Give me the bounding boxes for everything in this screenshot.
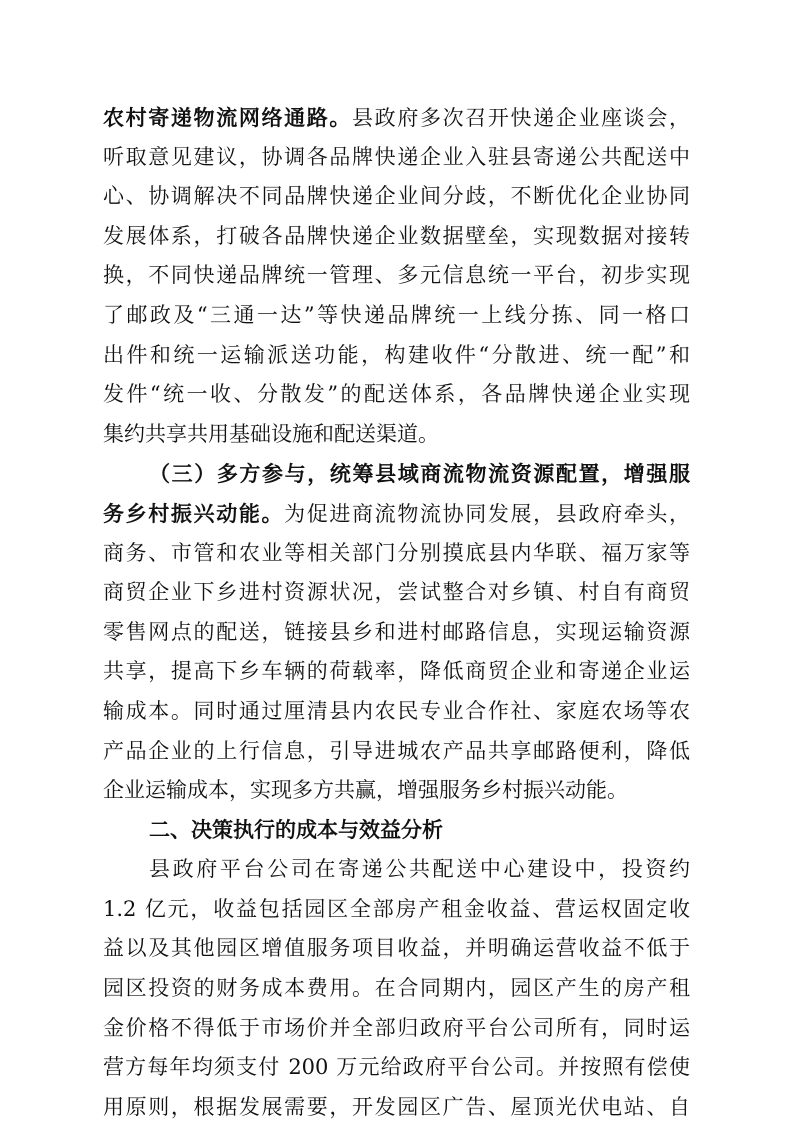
paragraph-1-line-1-text: 县政府多次召开快递企业座谈会， bbox=[352, 106, 690, 130]
paragraph-2-line: 零售网点的配送，链接县乡和进村邮路信息，实现运输资源 bbox=[103, 619, 690, 644]
paragraph-1-line: 了邮政及“三通一达”等快递品牌统一上线分拣、同一格口 bbox=[103, 302, 690, 327]
paragraph-1-bold-lead: 农村寄递物流网络通路。 bbox=[103, 105, 353, 130]
paragraph-1-line-1 bbox=[103, 98, 690, 138]
paragraph-1-line: 发展体系，打破各品牌快递企业数据壁垒，实现数据对接转 bbox=[103, 223, 690, 248]
paragraph-3-line: 金价格不得低于市场价并全部归政府平台公司所有，同时运 bbox=[103, 1015, 690, 1040]
paragraph-1-line: 心、协调解决不同品牌快递企业间分歧，不断优化企业协同 bbox=[103, 184, 690, 209]
paragraph-1-line: 出件和统一运输派送功能，构建收件“分散进、统一配”和 bbox=[103, 342, 690, 367]
paragraph-2-line-2-text: 为促进商流物流协同发展，县政府牵头， bbox=[284, 501, 690, 526]
paragraph-2-line: 输成本。同时通过厘清县内农民专业合作社、家庭农场等农 bbox=[103, 698, 690, 723]
paragraph-1-line: 听取意见建议，协调各品牌快递企业入驻县寄递公共配送中 bbox=[103, 144, 690, 169]
paragraph-2-line: 商务、市管和农业等相关部门分别摸底县内华联、福万家等 bbox=[103, 540, 690, 565]
paragraph-1-line: 发件“统一收、分散发”的配送体系，各品牌快递企业实现 bbox=[103, 382, 690, 407]
paragraph-2-line: 企业运输成本，实现多方共赢，增强服务乡村振兴动能。 bbox=[103, 778, 628, 803]
paragraph-2-line: 商贸企业下乡进村资源状况，尝试整合对乡镇、村自有商贸 bbox=[103, 580, 690, 605]
document-page bbox=[103, 98, 690, 1127]
paragraph-3-line-1: 县政府平台公司在寄递公共配送中心建设中，投资约 bbox=[149, 857, 690, 882]
paragraph-2-line: 产品企业的上行信息，引导进城农产品共享邮路便利，降低 bbox=[103, 738, 690, 763]
paragraph-3-line: 用原则，根据发展需要，开发园区广告、屋顶光伏电站、自 bbox=[103, 1094, 690, 1119]
section-heading: 二、决策执行的成本与效益分析 bbox=[149, 817, 443, 842]
paragraph-3-line: 益以及其他园区增值服务项目收益，并明确运营收益不低于 bbox=[103, 936, 690, 961]
subsection-heading-line-2: 务乡村振兴动能。 bbox=[103, 500, 285, 526]
paragraph-3-line: 园区投资的财务成本费用。在合同期内，园区产生的房产租 bbox=[103, 976, 690, 1001]
paragraph-3-line: 营方每年均须支付 200 万元给政府平台公司。并按照有偿使 bbox=[103, 1055, 690, 1080]
subsection-heading-line-1: （三）多方参与，统筹县域商流物流资源配置，增强服 bbox=[149, 461, 690, 487]
paragraph-2-line-2 bbox=[103, 494, 690, 534]
paragraph-2-line: 共享，提高下乡车辆的荷载率，降低商贸企业和寄递企业运 bbox=[103, 659, 690, 684]
paragraph-1-line: 换，不同快递品牌统一管理、多元信息统一平台，初步实现 bbox=[103, 263, 690, 288]
paragraph-1-line: 集约共享共用基础设施和配送渠道。 bbox=[103, 421, 439, 446]
paragraph-3-line: 1.2 亿元，收益包括园区全部房产租金收益、营运权固定收 bbox=[103, 896, 690, 921]
